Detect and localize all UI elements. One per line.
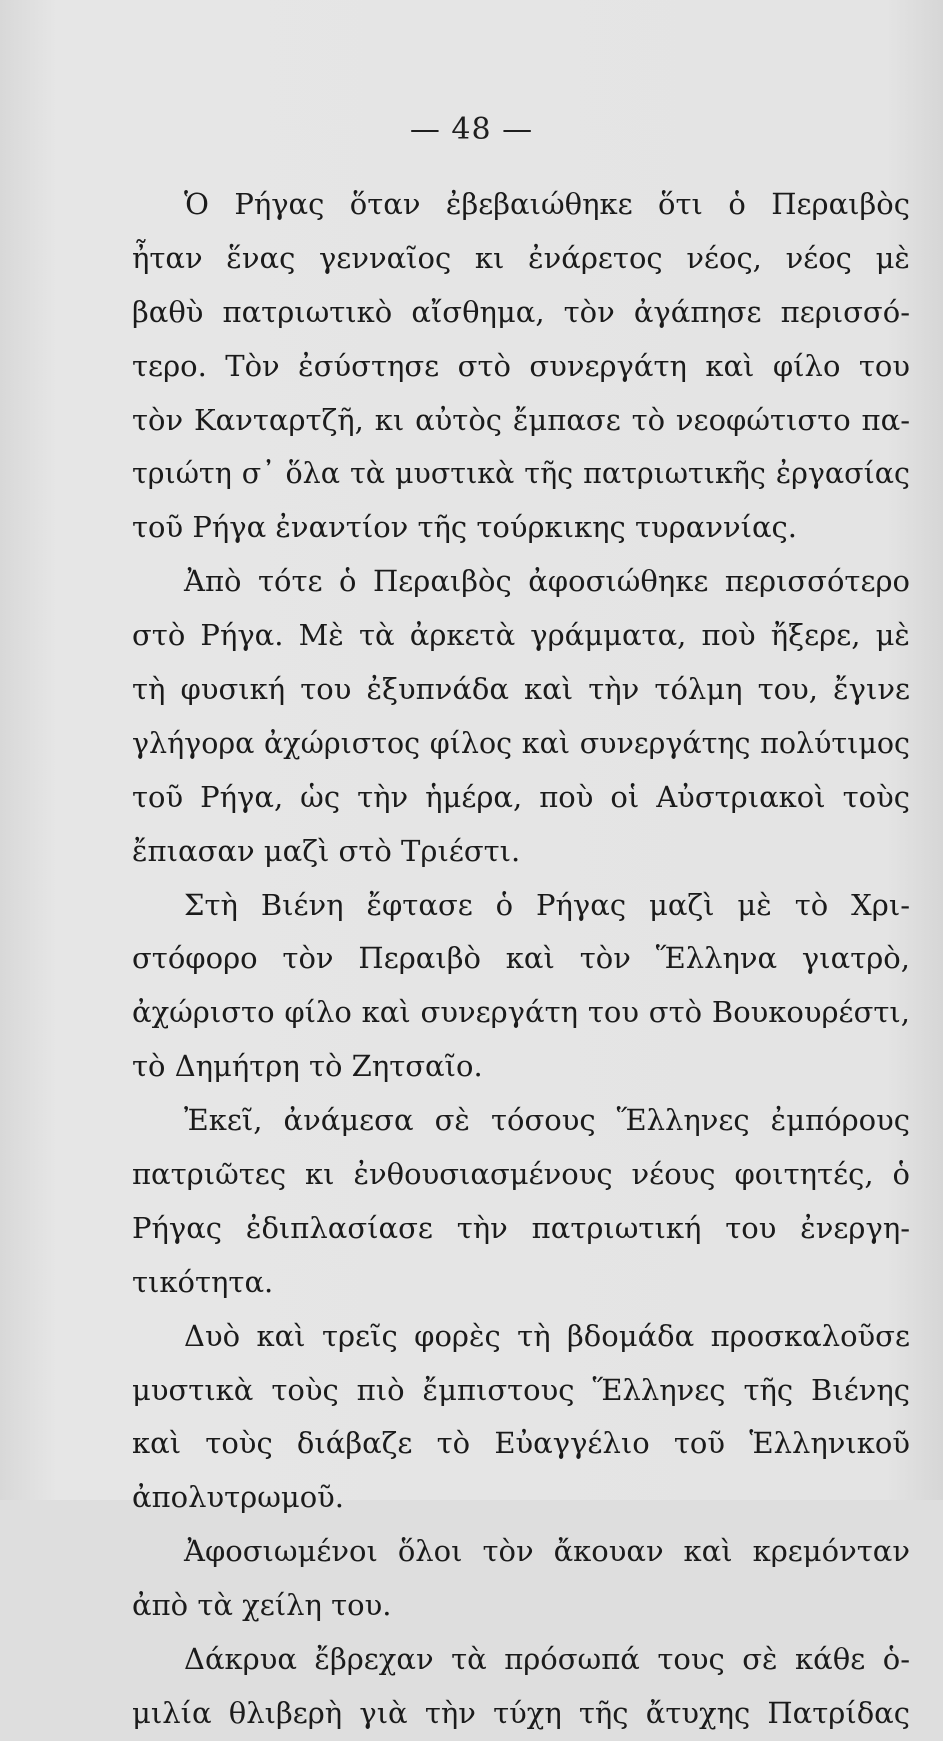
- text-line: Ρήγας ἐδιπλασίασε τὴν πατριωτική του ἐνεργη-: [132, 1210, 910, 1245]
- text-line: τοῦ Ρήγα ἐναντίον τῆς τούρκικης τυραννίας.: [132, 510, 797, 545]
- text-line: μιλία θλιβερὴ γιὰ τὴν τύχη τῆς ἄτυχης Πατρίδας: [132, 1695, 910, 1730]
- text-line: τοῦ Ρήγα, ὡς τὴν ἡμέρα, ποὺ οἱ Αὐστριακοὶ τοὺς: [132, 779, 910, 814]
- text-line: ἀχώριστο φίλο καὶ συνεργάτη του στὸ Βουκουρέστι,: [132, 995, 910, 1030]
- text-line: ἔπιασαν μαζὶ στὸ Τριέστι.: [132, 833, 521, 868]
- text-line: ἦταν ἕνας γενναῖος κι ἐνάρετος νέος, νέος μὲ: [132, 240, 910, 275]
- text-line: τριώτη σ᾽ ὅλα τὰ μυστικὰ τῆς πατριωτικῆς ἐργασίας: [132, 457, 910, 491]
- text-line: τικότητα.: [132, 1264, 274, 1299]
- text-line: πατριῶτες κι ἐνθουσιασμένους νέους φοιτητές, ὁ: [132, 1157, 910, 1192]
- text-line: Στὴ Βιένη ἔφτασε ὁ Ρήγας μαζὶ μὲ τὸ Χρι-: [184, 887, 910, 922]
- text-line: τὸ Δημήτρη τὸ Ζητσαῖο.: [132, 1049, 483, 1084]
- text-line: Δυὸ καὶ τρεῖς φορὲς τὴ βδομάδα προσκαλοῦσε: [184, 1318, 910, 1353]
- text-line: μυστικὰ τοὺς πιὸ ἔμπιστους Ἕλληνες τῆς Βιένης: [132, 1372, 910, 1407]
- text-line: στὸ Ρήγα. Μὲ τὰ ἀρκετὰ γράμματα, ποὺ ἤξερε, μὲ: [132, 618, 910, 653]
- text-line: Δάκρυα ἔβρεχαν τὰ πρόσωπά τους σὲ κάθε ὁ-: [184, 1642, 910, 1677]
- body-text: [132, 178, 910, 1741]
- text-line: τὸν Κανταρτζῆ, κι αὐτὸς ἔμπασε τὸ νεοφώτιστο πα-: [132, 402, 910, 437]
- text-line: γλήγορα ἀχώριστος φίλος καὶ συνεργάτης πολύτιμος: [132, 726, 910, 760]
- text-line: τερο. Τὸν ἐσύστησε στὸ συνεργάτη καὶ φίλο του: [132, 348, 910, 383]
- text-line: στόφορο τὸν Περαιβὸ καὶ τὸν Ἕλληνα γιατρὸ,: [132, 941, 910, 976]
- text-line: Ὁ Ρήγας ὅταν ἐβεβαιώθηκε ὅτι ὁ Περαιβὸς: [184, 187, 910, 221]
- text-line: καὶ τοὺς διάβαζε τὸ Εὐαγγέλιο τοῦ Ἑλληνικοῦ: [132, 1426, 910, 1461]
- text-line: βαθὺ πατριωτικὸ αἴσθημα, τὸν ἀγάπησε περισσό-: [132, 294, 910, 329]
- text-line: ἀπὸ τὰ χείλη του.: [132, 1588, 392, 1623]
- page-number: — 48 —: [409, 112, 534, 147]
- text-line: Ἐκεῖ, ἀνάμεσα σὲ τόσους Ἕλληνες ἐμπόρους: [184, 1103, 910, 1138]
- text-line: ἀπολυτρωμοῦ.: [132, 1480, 345, 1515]
- text-line: τὴ φυσική του ἐξυπνάδα καὶ τὴν τόλμη του, ἔγινε: [132, 672, 910, 707]
- text-line: Ἀπὸ τότε ὁ Περαιβὸς ἀφοσιώθηκε περισσότερο: [184, 564, 910, 599]
- text-line: Ἀφοσιωμένοι ὅλοι τὸν ἄκουαν καὶ κρεμόνταν: [184, 1534, 910, 1569]
